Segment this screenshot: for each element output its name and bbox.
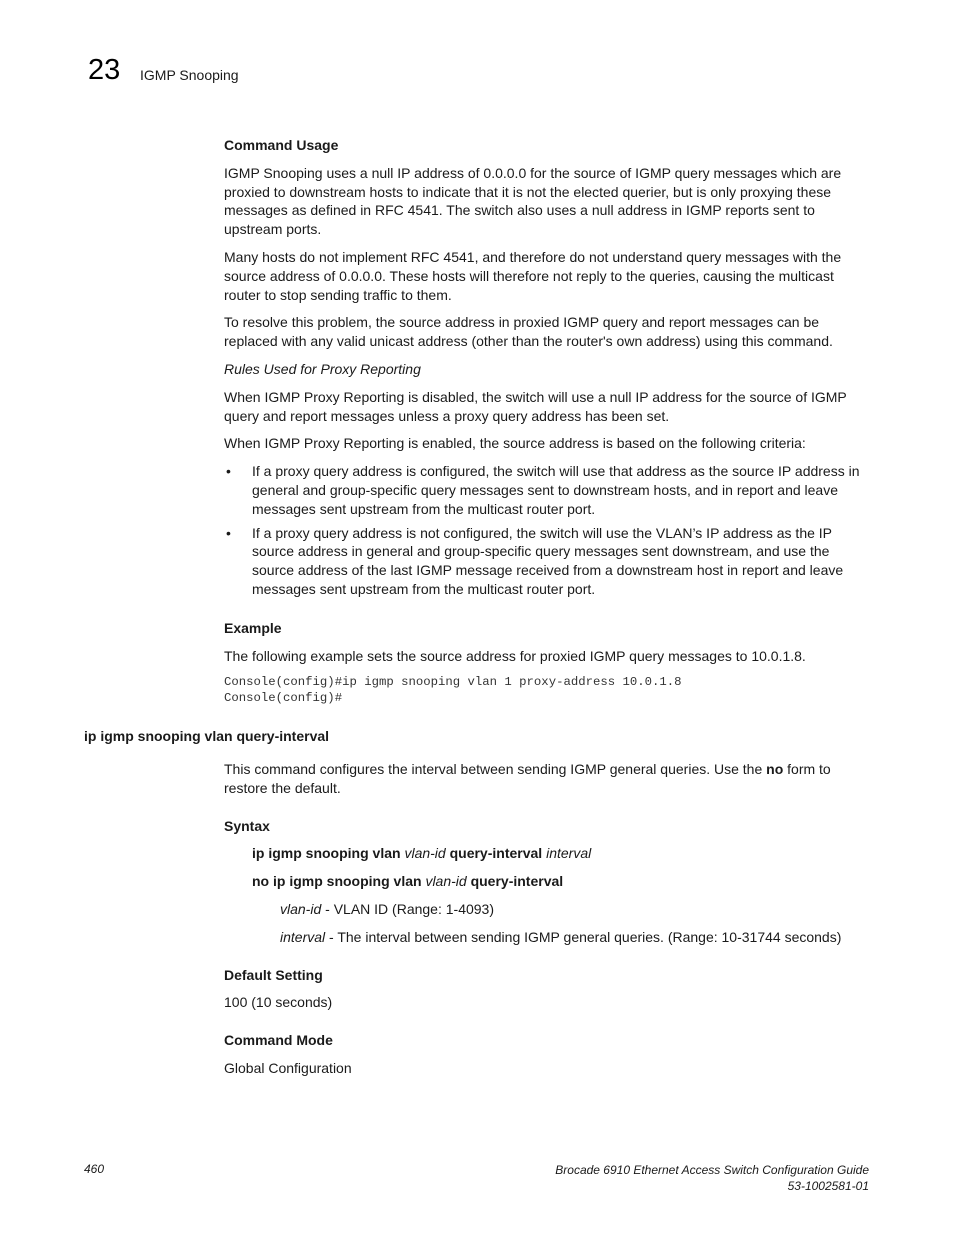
- bullet-icon: •: [226, 463, 231, 480]
- command-heading: ip igmp snooping vlan query-interval: [84, 728, 330, 744]
- description-text: form to restore the default.: [224, 761, 831, 796]
- syntax-keyword: query-interval: [470, 873, 564, 890]
- syntax-line-1: [252, 844, 874, 863]
- code-line: Console(config)#ip igmp snooping vlan 1 proxy-address 10.0.1.8: [224, 675, 682, 690]
- syntax-command: no ip igmp snooping vlan: [252, 873, 422, 890]
- syntax-argument: vlan-id: [425, 873, 467, 890]
- example-heading: Example: [224, 619, 282, 636]
- list-item-text: If a proxy query address is not configured, the switch will use the VLAN’s IP address as the IP source address in general and group-specific query messages sent downstream, and use the source address of the last IGMP message received from a downstream host in report and leave messages sent upstream from the multicast router port.: [252, 524, 844, 597]
- command-mode-value: Global Configuration: [224, 1059, 352, 1076]
- command-description: [224, 760, 874, 798]
- default-setting-heading: Default Setting: [224, 966, 323, 983]
- usage-paragraph-3: To resolve this problem, the source address in proxied IGMP query and report messages can be replaced with any valid unicast address (other than the router's own address) using this command.: [224, 314, 833, 350]
- list-item: [224, 462, 874, 518]
- query-interval-section: [224, 760, 874, 1078]
- param-name: interval: [280, 928, 326, 945]
- syntax-argument: vlan-id: [404, 845, 446, 862]
- command-usage-heading: Command Usage: [224, 137, 339, 153]
- syntax-heading: Syntax: [224, 817, 270, 834]
- no-keyword: no: [766, 761, 784, 777]
- param-interval: [280, 928, 874, 947]
- code-block: [224, 674, 874, 706]
- example-text: The following example sets the source address for proxied IGMP query messages to 10.0.1.8.: [224, 647, 806, 664]
- usage-paragraph-1: IGMP Snooping uses a null IP address of 0.0.0.0 for the source of IGMP query messages which are proxied to downstream hosts to indicate that it is not the elected querier, but is only proxying these messages as defined in RFC 4541. The switch also uses a null address in IGMP reports sent to upstream ports.: [224, 164, 842, 238]
- usage-paragraph-2: Many hosts do not implement RFC 4541, and therefore do not understand query messages with the source address of 0.0.0.0. These hosts will therefore not reply to the queries, causing the multicast router to stop sending traffic to them.: [224, 248, 842, 303]
- list-item-text: If a proxy query address is configured, the switch will use that address as the source IP address in general and group-specific query messages sent to downstream hosts, and in report and leave messages sent upstream from the multicast router port.: [252, 463, 860, 517]
- chapter-title: IGMP Snooping: [140, 67, 239, 83]
- doc-number: 53-1002581-01: [787, 1179, 869, 1193]
- command-mode-heading: Command Mode: [224, 1032, 333, 1049]
- default-setting-value: 100 (10 seconds): [224, 994, 333, 1011]
- footer-info: [555, 1162, 869, 1194]
- param-name: vlan-id: [280, 900, 322, 917]
- rules-paragraph-1: When IGMP Proxy Reporting is disabled, the switch will use a null IP address for the source of IGMP query and report messages unless a proxy query address has been set.: [224, 388, 847, 424]
- code-line: Console(config)#: [224, 691, 343, 706]
- list-item: [224, 524, 874, 599]
- criteria-list: [224, 462, 874, 599]
- param-description: - The interval between sending IGMP general queries. (Range: 10-31744 seconds): [325, 928, 842, 945]
- page-number: 460: [84, 1162, 105, 1176]
- syntax-line-2: [252, 872, 874, 891]
- syntax-keyword: query-interval: [449, 845, 543, 862]
- syntax-command: ip igmp snooping vlan: [252, 845, 401, 862]
- command-usage-section: [224, 136, 874, 706]
- param-vlan-id: [280, 900, 874, 919]
- bullet-icon: •: [226, 524, 231, 541]
- description-text: This command configures the interval between sending IGMP general queries. Use the: [224, 761, 767, 777]
- guide-title: Brocade 6910 Ethernet Access Switch Configuration Guide: [555, 1163, 869, 1177]
- rules-subheading: Rules Used for Proxy Reporting: [224, 360, 421, 377]
- chapter-number: 23: [88, 54, 121, 86]
- syntax-argument: interval: [546, 845, 592, 862]
- rules-paragraph-2: When IGMP Proxy Reporting is enabled, the source address is based on the following criteria:: [224, 435, 806, 452]
- param-description: - VLAN ID (Range: 1-4093): [321, 900, 494, 917]
